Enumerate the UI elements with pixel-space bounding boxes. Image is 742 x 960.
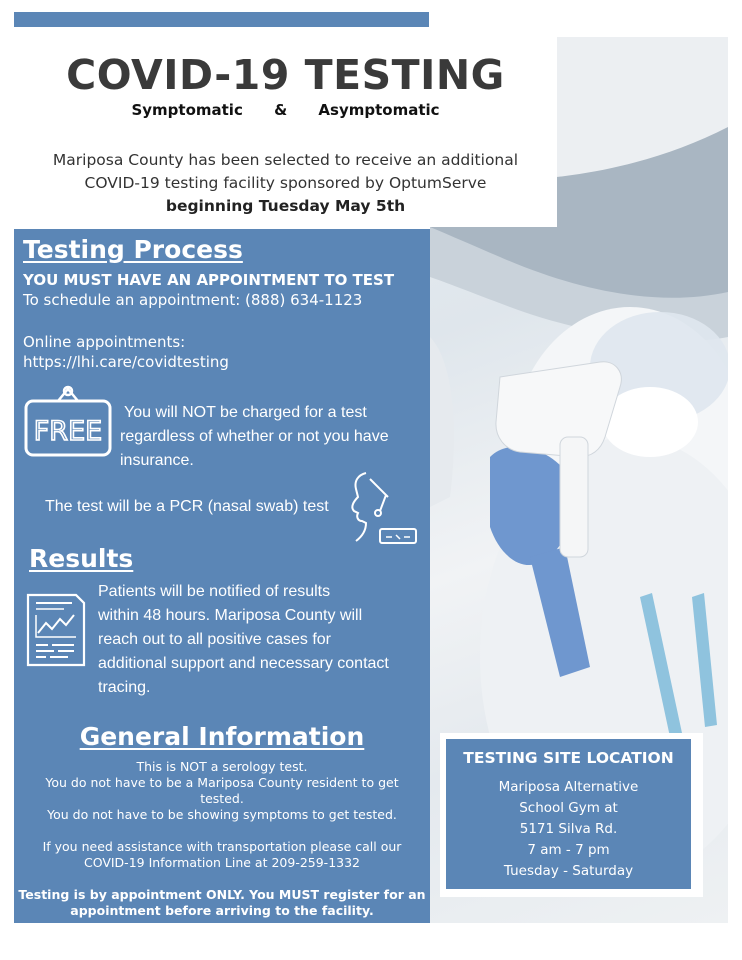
general-information-text	[14, 759, 430, 919]
schedule-phone-text: To schedule an appointment: (888) 634-1123	[23, 291, 363, 309]
results-line-5: tracing.	[98, 679, 151, 696]
general-line-1: This is NOT a serology test.	[136, 759, 308, 774]
intro-text	[24, 149, 547, 218]
results-document-icon	[24, 591, 88, 674]
subtitle-ampersand: &	[274, 101, 288, 119]
free-line-3: insurance.	[120, 452, 194, 469]
location-line-2: School Gym at	[519, 800, 618, 816]
general-bold-line-2: appointment before arriving to the facility.	[70, 903, 374, 918]
intro-line-2: COVID-19 testing facility sponsored by OptumServe	[84, 174, 487, 192]
appointment-required-text: YOU MUST HAVE AN APPOINTMENT TO TEST	[23, 271, 395, 289]
page-title: COVID-19 TESTING	[66, 51, 505, 99]
free-line-2: regardless of whether or not you have	[120, 428, 389, 445]
location-line-1: Mariposa Alternative	[498, 779, 639, 795]
results-line-3: reach out to all positive cases for	[98, 631, 332, 648]
nasal-swab-icon	[336, 467, 420, 556]
pcr-test-text: The test will be a PCR (nasal swab) test	[45, 498, 329, 515]
online-appointments-url[interactable]: https://lhi.care/covidtesting	[23, 353, 229, 371]
general-information-heading: General Information	[79, 722, 365, 751]
free-test-text	[120, 401, 389, 473]
subtitle	[14, 101, 557, 119]
results-line-2: within 48 hours. Mariposa County will	[98, 607, 363, 624]
header-card	[14, 37, 557, 227]
results-line-1: Patients will be notified of results	[98, 583, 331, 600]
general-line-2: You do not have to be a Mariposa County resident to get	[45, 775, 399, 790]
testing-process-heading: Testing Process	[23, 235, 243, 264]
general-line-6: COVID-19 Information Line at 209-259-1332	[83, 855, 361, 870]
free-sign-icon	[24, 385, 112, 462]
general-line-4: You do not have to be showing symptoms to get tested.	[47, 807, 397, 822]
location-line-3: 5171 Silva Rd.	[519, 821, 618, 837]
location-line-4: 7 am - 7 pm	[527, 842, 610, 858]
testing-site-location-inner	[446, 739, 691, 889]
intro-line-1: Mariposa County has been selected to receive an additional	[52, 151, 519, 169]
free-line-1: You will NOT be charged for a test	[124, 404, 367, 421]
top-accent-bar	[14, 12, 429, 27]
intro-line-3: beginning Tuesday May 5th	[165, 197, 406, 215]
location-title: TESTING SITE LOCATION	[463, 749, 674, 767]
online-appointments-label: Online appointments:	[23, 333, 186, 351]
location-details	[446, 777, 691, 882]
results-line-4: additional support and necessary contact	[98, 655, 389, 672]
testing-site-location-box	[440, 733, 703, 897]
subtitle-asymptomatic: Asymptomatic	[318, 101, 440, 119]
results-heading: Results	[29, 544, 134, 573]
results-text	[98, 580, 389, 700]
location-line-5: Tuesday - Saturday	[503, 863, 634, 879]
free-sign-label: FREE	[33, 416, 103, 447]
general-line-5: If you need assistance with transportation please call our	[42, 839, 402, 854]
general-bold-line-1: Testing is by appointment ONLY. You MUST register for an	[18, 887, 426, 902]
subtitle-symptomatic: Symptomatic	[131, 101, 243, 119]
general-line-3: tested.	[200, 791, 244, 806]
info-panel	[14, 229, 430, 923]
